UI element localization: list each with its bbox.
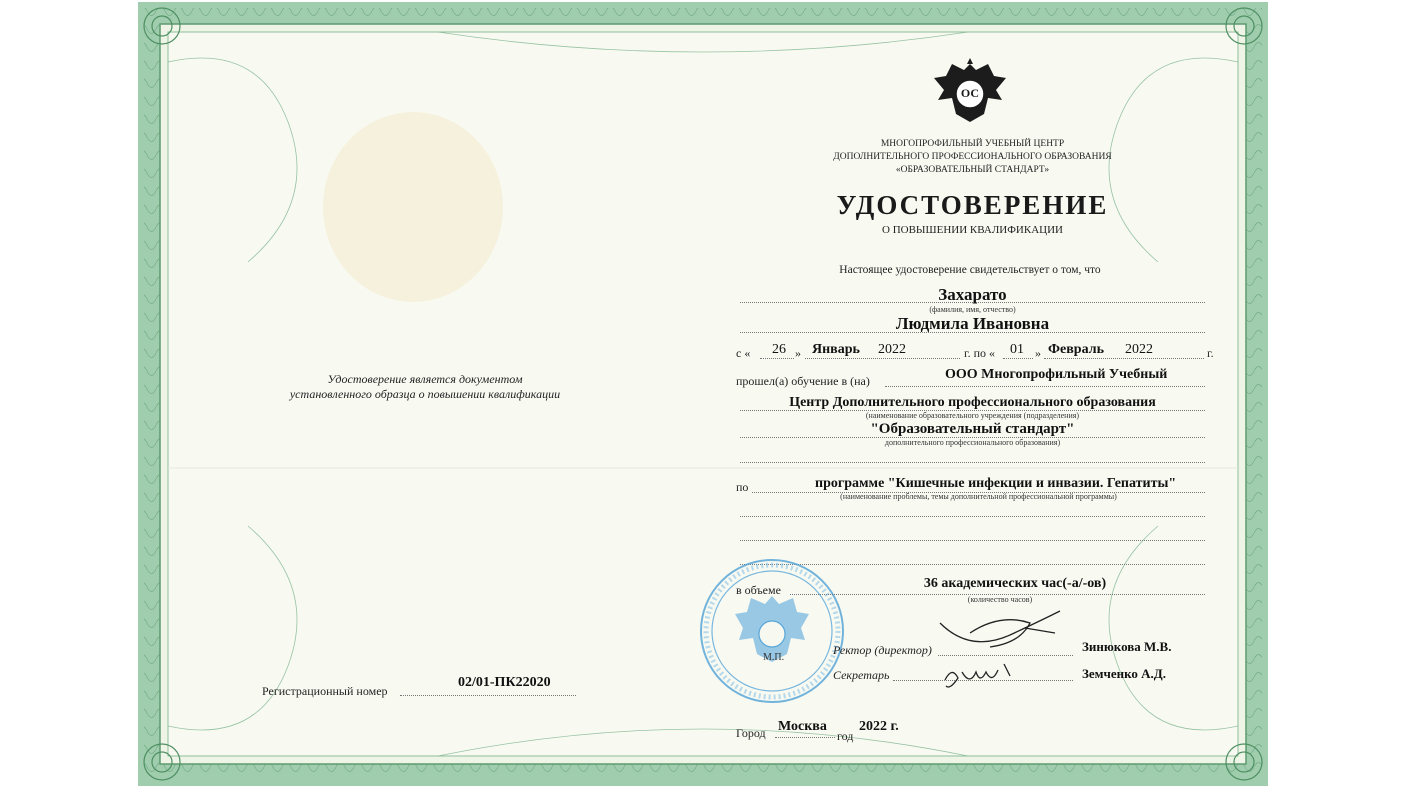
start-month: Январь	[812, 342, 860, 357]
city-label: Город	[736, 726, 766, 740]
institution-line-3: "Образовательный стандарт"	[870, 421, 1075, 437]
end-month: Февраль	[1048, 342, 1104, 357]
start-day-close: »	[795, 346, 801, 360]
start-day: 26	[772, 342, 786, 357]
institution-line-2: Центр Дополнительного профессионального образования	[789, 395, 1156, 410]
volume-label: в объеме	[736, 583, 781, 597]
document-title: УДОСТОВЕРЕНИЕ	[836, 190, 1109, 220]
trained-label: прошел(а) обучение в (на)	[736, 374, 870, 388]
year-label: год	[837, 729, 854, 743]
reg-number: 02/01-ПК22020	[458, 675, 551, 690]
hours-value: 36 академических час(-а/-ов)	[923, 576, 1107, 591]
secretary-label: Секретарь	[833, 668, 890, 682]
institution-hint-2: дополнительного профессионального образования)	[884, 438, 1061, 447]
secretary-signature-icon	[940, 658, 1020, 694]
seal-mark: М.П.	[763, 652, 785, 663]
org-line-2: ДОПОЛНИТЕЛЬНОГО ПРОФЕССИОНАЛЬНОГО ОБРАЗОВАНИЯ	[833, 152, 1112, 162]
notice-line-1: Удостоверение является документом	[327, 372, 523, 386]
end-day: 01	[1010, 342, 1024, 357]
year-suffix: г.	[1207, 346, 1214, 360]
surname: Захарато	[938, 285, 1007, 304]
institution-hint-1: (наименование образовательного учреждения (подразделения)	[865, 411, 1080, 420]
given-names: Людмила Ивановна	[895, 314, 1050, 333]
hours-hint: (количество часов)	[967, 595, 1033, 604]
end-day-close: »	[1035, 346, 1041, 360]
start-year: 2022	[878, 342, 906, 357]
city-value: Москва	[778, 719, 827, 734]
year-value: 2022 г.	[859, 719, 899, 734]
rector-name: Зинюкова М.В.	[1082, 639, 1172, 654]
emblem-letters: ОС	[960, 86, 980, 100]
institution-line-1: ООО Многопрофильный Учебный	[945, 367, 1168, 382]
reg-number-label: Регистрационный номер	[262, 684, 388, 698]
org-line-3: «ОБРАЗОВАТЕЛЬНЫЙ СТАНДАРТ»	[895, 165, 1050, 175]
intro-text: Настоящее удостоверение свидетельствует о том, что	[839, 264, 1101, 276]
org-line-1: МНОГОПРОФИЛЬНЫЙ УЧЕБНЫЙ ЦЕНТР	[880, 139, 1065, 149]
program-name: программе "Кишечные инфекции и инвазии. Гепатиты"	[815, 476, 1177, 491]
secretary-name: Земченко А.Д.	[1082, 666, 1166, 681]
to-prefix: г. по «	[964, 346, 995, 360]
document-subtitle: О ПОВЫШЕНИИ КВАЛИФИКАЦИИ	[882, 224, 1063, 236]
eagle-emblem	[930, 56, 1010, 126]
rector-label: Ректор (директор)	[833, 643, 932, 657]
from-prefix: с «	[736, 346, 751, 360]
rector-signature-icon	[930, 603, 1070, 653]
program-hint: (наименование проблемы, темы дополнительной профессиональной программы)	[840, 492, 1117, 501]
program-label: по	[736, 480, 749, 494]
notice-line-2: установленного образца о повышении квалификации	[289, 387, 561, 401]
name-hint: (фамилия, имя, отчество)	[929, 305, 1016, 314]
end-year: 2022	[1125, 342, 1153, 357]
